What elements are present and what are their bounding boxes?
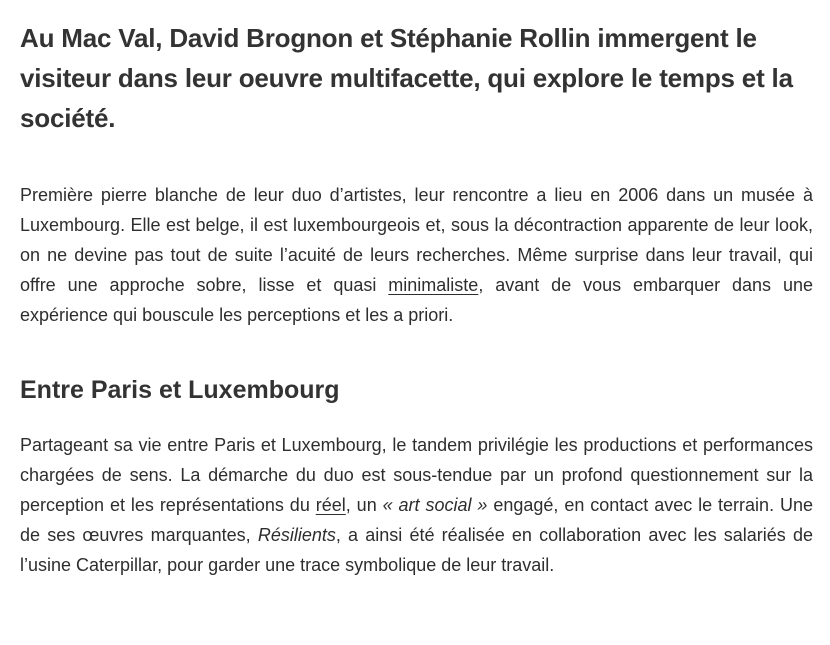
intro-text-start: Première pierre blanche de leur duo d’artistes, leur rencontre a lieu en 2006 dans un musée à Luxembourg. Elle est belge, il est luxembourgeois et, sous la décontraction apparente de leur look, on ne devine pas tout de suite l’acuité de leurs recherches. Même surprise dans leur travail, qui offre une approche sobre, lisse et quasi: [20, 185, 813, 295]
minimaliste-link[interactable]: minimaliste: [388, 275, 479, 295]
intro-text-end: , avant de vous embarquer dans une expérience qui bouscule les perceptions et les a priori.: [20, 275, 813, 325]
section-heading: Entre Paris et Luxembourg: [20, 376, 340, 404]
section-paragraph: [20, 430, 813, 580]
section-text-2: , un: [345, 495, 383, 515]
section-text-4: , a ainsi été réalisée en collaboration avec les salariés de l’usine Caterpillar, pour garder une trace symbolique de leur travail.: [20, 525, 813, 575]
art-social-quote: « art social »: [382, 495, 488, 515]
section-text-3: engagé, en contact avec le terrain. Une de ses œuvres marquantes,: [20, 495, 814, 545]
section-text-1: Partageant sa vie entre Paris et Luxembourg, le tandem privilégie les productions et performances chargées de sens. La démarche du duo est sous-tendue par un profond questionnement sur la perception et les représentations du: [20, 435, 813, 515]
article-title: Au Mac Val, David Brognon et Stéphanie Rollin immergent le visiteur dans leur oeuvre multifacette, qui explore le temps et la société.: [20, 23, 793, 133]
resilients-title: Résilients: [257, 525, 336, 545]
intro-paragraph: [20, 180, 813, 330]
reel-link[interactable]: réel: [315, 495, 346, 515]
